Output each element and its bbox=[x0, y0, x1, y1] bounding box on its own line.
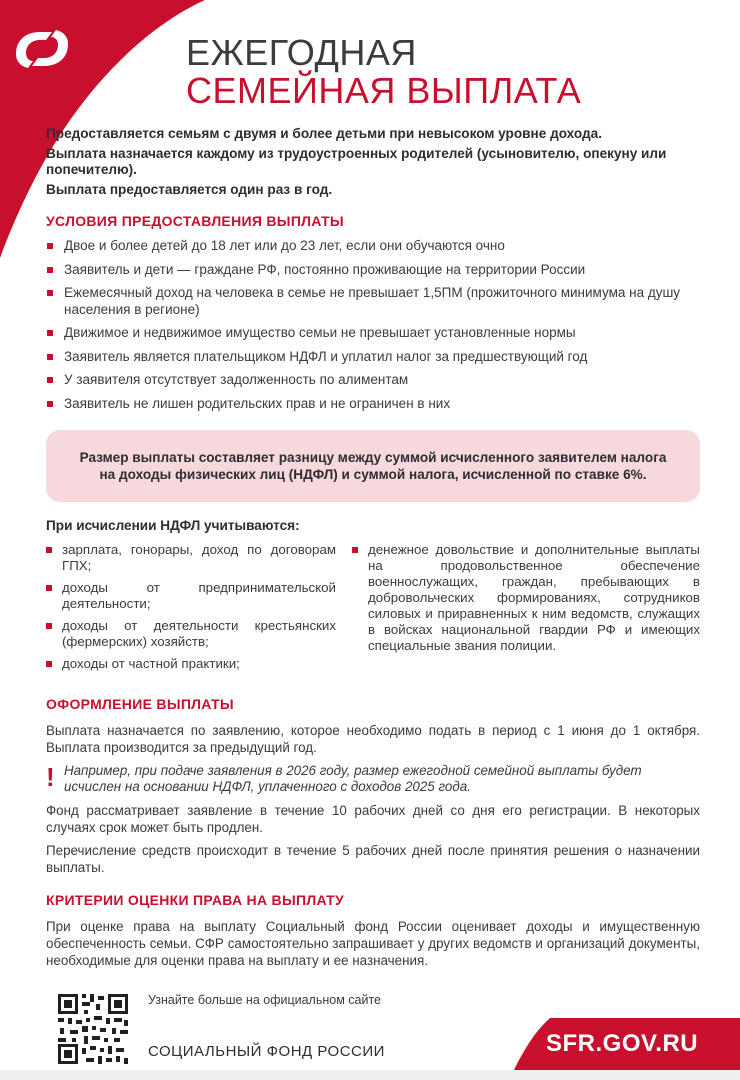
list-item: Ежемесячный доход на человека в семье не превышает 1,5ПМ (прожиточного минимума на душу населения в регионе) bbox=[46, 285, 706, 318]
ndfl-right-list bbox=[352, 542, 700, 660]
organization-name: СОЦИАЛЬНЫЙ ФОНД РОССИИ bbox=[148, 1043, 385, 1060]
intro-block bbox=[46, 126, 706, 201]
highlight-text: Размер выплаты составляет разницу между суммой исчисленного заявителем налога на доходы физических лиц (НДФЛ) и суммой налога, исчисленной по ставке 6%. bbox=[79, 450, 667, 482]
title-line-1: ЕЖЕГОДНАЯ bbox=[186, 32, 417, 73]
intro-line: Выплата предоставляется один раз в год. bbox=[46, 181, 333, 197]
example-note: Например, при подаче заявления в 2026 году, размер ежегодной семейной выплаты будет исчислен на основании НДФЛ, уплаченного с доходов 2025 года. bbox=[64, 763, 642, 794]
list-item: Заявитель не лишен родительских прав и не ограничен в них bbox=[46, 396, 706, 413]
list-item: Заявитель и дети — граждане РФ, постоянно проживающие на территории России bbox=[46, 262, 706, 279]
list-item: доходы от частной практики; bbox=[46, 656, 336, 672]
list-item: зарплата, гонорары, доход по договорам ГПХ; bbox=[46, 542, 336, 574]
qr-code-icon bbox=[56, 992, 130, 1066]
website-note: Узнайте больше на официальном сайте bbox=[148, 993, 382, 1007]
registration-paragraph-1: Выплата назначается по заявлению, которое необходимо подать в период с 1 июня до 1 октября. Выплата производится за предыдущий год. bbox=[46, 723, 700, 755]
sfr-logo-icon bbox=[12, 24, 72, 74]
exclamation-icon: ! bbox=[46, 762, 55, 792]
registration-paragraph-2: Фонд рассматривает заявление в течение 10 рабочих дней со дня его регистрации. В некоторых случаях срок может быть продлен. bbox=[46, 803, 700, 835]
intro-line: Выплата назначается каждому из трудоустроенных родителей (усыновителю, опекуну или попечителю). bbox=[46, 145, 667, 177]
list-item: Заявитель является плательщиком НДФЛ и уплатил налог за предшествующий год bbox=[46, 349, 706, 366]
conditions-heading: УСЛОВИЯ ПРЕДОСТАВЛЕНИЯ ВЫПЛАТЫ bbox=[46, 213, 344, 229]
conditions-list bbox=[46, 238, 706, 419]
bottom-strip bbox=[0, 1070, 740, 1080]
title-line-2: СЕМЕЙНАЯ ВЫПЛАТА bbox=[186, 70, 582, 111]
ndfl-heading: При исчислении НДФЛ учитываются: bbox=[46, 518, 300, 533]
registration-heading: ОФОРМЛЕНИЕ ВЫПЛАТЫ bbox=[46, 696, 234, 712]
intro-line: Предоставляется семьям с двумя и более детьми при невысоком уровне дохода. bbox=[46, 126, 602, 141]
list-item: У заявителя отсутствует задолженность по алиментам bbox=[46, 372, 706, 389]
list-item: доходы от деятельности крестьянских (фермерских) хозяйств; bbox=[46, 618, 336, 650]
criteria-heading: КРИТЕРИИ ОЦЕНКИ ПРАВА НА ВЫПЛАТУ bbox=[46, 892, 345, 908]
list-item: денежное довольствие и дополнительные выплаты на продовольственное обеспечение военнослужащих, граждан, пребывающих в добровольческих формированиях, сотрудников силовых и приравненных к ним ведомств, служащих в войсках национальной гвардии РФ и имеющих специальные звания полиции. bbox=[352, 542, 700, 654]
list-item: Двое и более детей до 18 лет или до 23 лет, если они обучаются очно bbox=[46, 238, 706, 255]
website-link[interactable]: SFR.GOV.RU bbox=[546, 1030, 699, 1057]
page-title bbox=[186, 34, 581, 110]
highlight-box bbox=[46, 430, 700, 502]
list-item: Движимое и недвижимое имущество семьи не превышает установленные нормы bbox=[46, 325, 706, 342]
criteria-paragraph: При оценке права на выплату Социальный фонд России оценивает доходы и имущественную обеспеченность семьи. СФР самостоятельно запрашивает у других ведомств и организаций документы, необходимые для оценки права на выплату и ее назначения. bbox=[46, 919, 700, 968]
ndfl-left-list bbox=[46, 542, 336, 678]
list-item: доходы от предпринимательской деятельности; bbox=[46, 580, 336, 612]
registration-paragraph-3: Перечисление средств происходит в течение 5 рабочих дней после принятия решения о назначении выплаты. bbox=[46, 843, 700, 875]
